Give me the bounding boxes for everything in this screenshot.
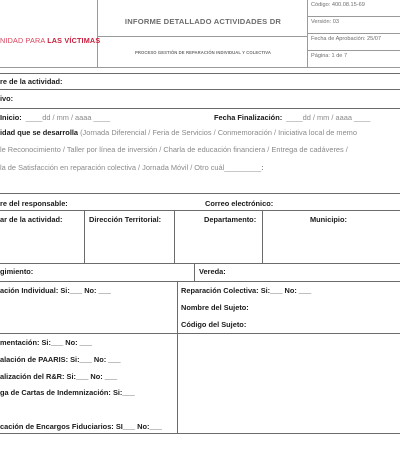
place-label: ar de la actividad: [0, 215, 63, 224]
check-item-2[interactable]: alación de PAARIS: Si:___ No: ___ [0, 355, 121, 364]
modality-options-1: (Jornada Diferencial / Feria de Servicios / Conmemoración / Iniciativa local de memo [78, 128, 357, 137]
document-title: INFORME DETALLADO ACTIVIDADES DR [124, 17, 282, 26]
modality-row-3 [0, 163, 400, 172]
dates-row [0, 113, 400, 122]
modality-label: idad que se desarrolla [0, 128, 79, 137]
process-subtitle: PROCESO GESTIÓN DE REPARACIÓN INDIVIDUAL Y COLECTIVA [134, 50, 272, 55]
title-divider [98, 36, 308, 37]
subject-name-label: Nombre del Sujeto: [181, 303, 249, 312]
check-item-1[interactable]: mentación: Si:___ No: ___ [0, 338, 93, 347]
check-item-4[interactable]: ga de Cartas de Indemnización: Si:___ [0, 388, 135, 397]
end-date-label: Fecha Finalización: [214, 113, 283, 122]
logo-cell [0, 0, 101, 68]
page-number: Página: 1 de 7 [308, 51, 400, 68]
divider [0, 73, 400, 74]
logo-prefix: NIDAD PARA [0, 36, 48, 45]
divider [0, 263, 400, 264]
divider [0, 89, 400, 90]
divider [0, 333, 400, 334]
title-cell [98, 0, 308, 68]
logo-strong: LAS VÍCTIMAS [47, 36, 101, 45]
doc-version: Versión: 03 [308, 17, 400, 34]
objective-label: ivo: [0, 94, 14, 103]
territorial-label: Dirección Territorial: [89, 215, 162, 224]
modality-options-3: la de Satisfacción en reparación colectiva / Jornada Móvil / Otro cuál_________ [0, 163, 262, 172]
collective-repair-row [181, 286, 400, 295]
modality-row-1 [0, 128, 400, 137]
column-divider [194, 263, 195, 281]
modality-colon: : [261, 163, 264, 172]
divider [0, 281, 400, 282]
municipality-label: Municipio: [310, 215, 347, 224]
column-divider [262, 210, 263, 263]
end-date-field[interactable]: ____dd / mm / aaaa ____ [286, 113, 371, 122]
start-date-field[interactable]: ____dd / mm / aaaa ____ [25, 113, 110, 122]
individual-repair-yn[interactable]: Si:___ No: ___ [58, 286, 111, 295]
divider [0, 108, 400, 109]
divider [0, 210, 400, 211]
approval-date: Fecha de Aprobación: 25/07 [308, 34, 400, 51]
email-label: Correo electrónico: [205, 199, 274, 208]
check-item-5[interactable]: cación de Encargos Fiduciarios: SI___ No:___ [0, 422, 162, 431]
logo [0, 36, 100, 45]
activity-name-label: re de la actividad: [0, 77, 63, 86]
doc-code: Código: 400.08.15-69 [308, 0, 400, 17]
responsible-label: re del responsable: [0, 199, 68, 208]
modality-options-2: le Reconocimiento / Taller por línea de inversión / Charla de educación financiera / Entrega de cadáveres / [0, 145, 348, 154]
regime-label: gimiento: [0, 267, 34, 276]
start-date-label: Inicio: [0, 113, 22, 122]
divider [0, 433, 400, 434]
collective-repair-label: Reparación Colectiva: [181, 286, 259, 295]
vereda-label: Vereda: [199, 267, 226, 276]
column-divider [84, 210, 85, 263]
subject-code-label: Código del Sujeto: [181, 320, 247, 329]
collective-repair-yn[interactable]: Si:___ No: ___ [258, 286, 312, 295]
divider [0, 193, 400, 194]
individual-repair-label: ación Individual: [0, 286, 59, 295]
department-label: Departamento: [204, 215, 257, 224]
check-item-3[interactable]: alización del R&R: Si:___ No: ___ [0, 372, 118, 381]
column-divider [177, 333, 178, 433]
column-divider [174, 210, 175, 263]
